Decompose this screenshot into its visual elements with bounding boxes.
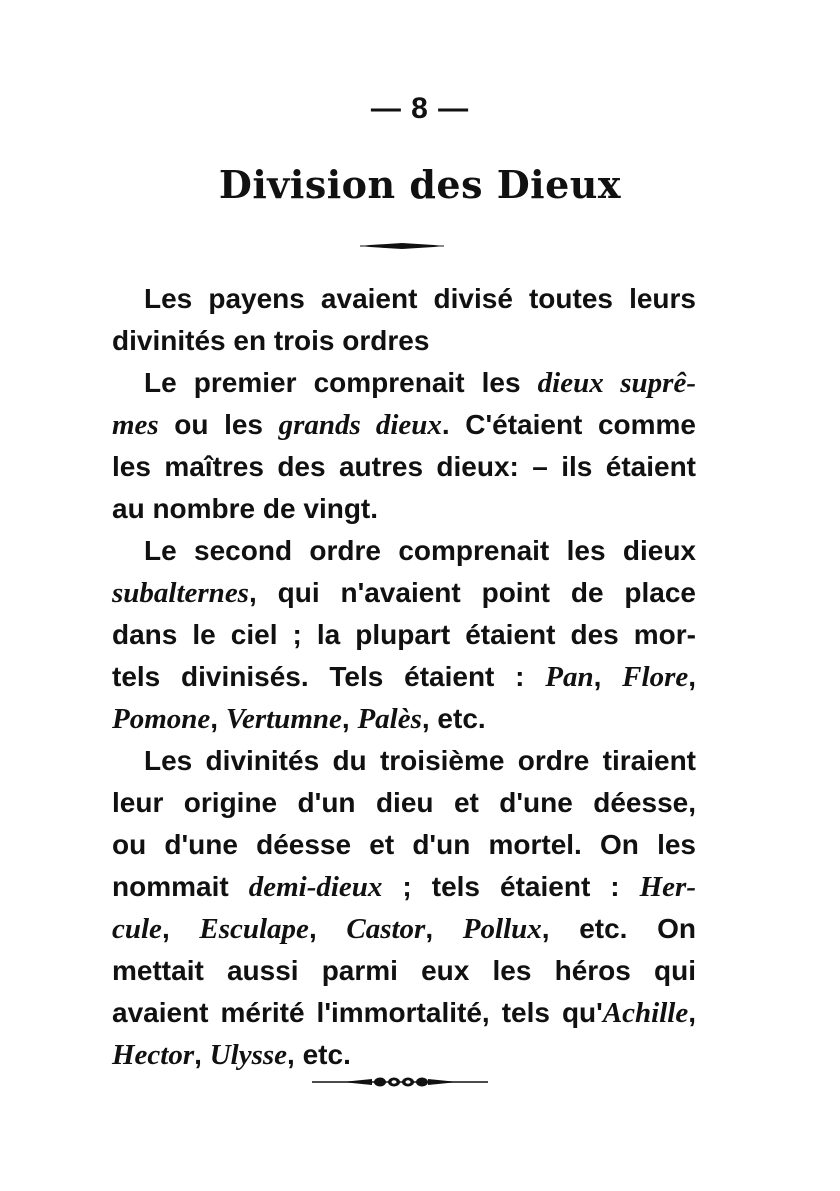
- text-line: [112, 488, 696, 530]
- italic-span: Flore: [622, 661, 689, 693]
- text-span: mettait aussi parmi eux les héros qui: [112, 955, 696, 986]
- italic-span: Vertumne: [225, 703, 342, 735]
- text-line: [112, 362, 696, 404]
- italic-span: Hector: [112, 1039, 195, 1071]
- text-span: , etc. On: [541, 913, 696, 944]
- text-line: [112, 908, 696, 950]
- text-line: [112, 530, 696, 572]
- text-line: [112, 782, 696, 824]
- text-line: [112, 1034, 696, 1076]
- text-span: Les divinités du troisième ordre tiraient: [144, 745, 696, 776]
- text-line: [112, 866, 696, 908]
- text-span: ,: [425, 913, 463, 944]
- text-span: , etc.: [287, 1039, 351, 1070]
- text-span: Les payens avaient divisé toutes leurs: [144, 283, 696, 314]
- italic-span: cule: [112, 913, 162, 945]
- paragraph-4: [112, 740, 696, 1076]
- italic-span: Achille: [602, 997, 689, 1029]
- page-title: Division des Dieux: [218, 162, 622, 207]
- italic-span: Esculape: [199, 913, 309, 945]
- paragraph-1: [112, 278, 696, 362]
- text-span: ,: [210, 703, 226, 734]
- text-span: Le second ordre comprenait les dieux: [144, 535, 696, 566]
- text-span: dans le ciel ; la plupart étaient des mor-: [112, 619, 696, 650]
- italic-span: demi-dieux: [248, 871, 383, 903]
- text-span: ou d'une déesse et d'un mortel. On les: [112, 829, 696, 860]
- text-span: tels divinisés. Tels étaient :: [112, 661, 546, 692]
- text-span: divinités en trois ordres: [112, 325, 430, 356]
- paragraph-3: [112, 530, 696, 740]
- italic-span: Her-: [639, 871, 696, 903]
- italic-span: grands dieux: [278, 409, 442, 441]
- text-span: ,: [341, 703, 358, 734]
- text-span: , etc.: [421, 703, 486, 734]
- text-line: [112, 824, 696, 866]
- text-line: [112, 614, 696, 656]
- italic-span: dieux suprê-: [537, 367, 696, 399]
- italic-span: Pan: [545, 661, 594, 693]
- text-line: [112, 992, 696, 1034]
- italic-span: Pollux: [462, 913, 542, 945]
- text-span: au nombre de vingt.: [112, 493, 379, 524]
- text-span: ,: [161, 913, 200, 944]
- page-number: — 8 —: [370, 92, 470, 125]
- italic-span: Palès: [357, 703, 422, 735]
- italic-span: subalternes: [112, 577, 249, 609]
- text-span: leur origine d'un dieu et d'une déesse,: [112, 787, 696, 818]
- italic-span: Ulysse: [209, 1039, 288, 1071]
- text-line: [112, 320, 696, 362]
- text-span: ou les: [158, 409, 279, 440]
- text-line: [112, 278, 696, 320]
- text-span: ,: [688, 997, 696, 1028]
- rule-ornament-bottom-icon: [312, 1072, 488, 1092]
- text-span: Le premier comprenait les: [144, 367, 538, 398]
- text-span: ,: [194, 1039, 210, 1070]
- text-line: [112, 950, 696, 992]
- rule-ornament-top-icon: [360, 238, 444, 254]
- text-line: [112, 404, 696, 446]
- text-span: ; tels étaient :: [382, 871, 640, 902]
- text-span: ,: [593, 661, 623, 692]
- body-text: [112, 278, 696, 1076]
- text-span: ,: [688, 661, 697, 692]
- text-span: ,: [308, 913, 347, 944]
- text-line: [112, 656, 696, 698]
- paragraph-2: [112, 362, 696, 530]
- text-span: . C'étaient comme: [441, 409, 696, 440]
- text-line: [112, 740, 696, 782]
- text-span: avaient mérité l'immortalité, tels qu': [112, 997, 603, 1028]
- italic-span: Castor: [346, 913, 426, 945]
- italic-span: Pomone: [112, 703, 211, 735]
- italic-span: mes: [112, 409, 159, 441]
- text-span: , qui n'avaient point de place: [248, 577, 696, 608]
- text-line: [112, 698, 696, 740]
- text-line: [112, 572, 696, 614]
- text-line: [112, 446, 696, 488]
- text-span: nommait: [112, 871, 249, 902]
- text-span: les maîtres des autres dieux: – ils étaient: [112, 451, 696, 482]
